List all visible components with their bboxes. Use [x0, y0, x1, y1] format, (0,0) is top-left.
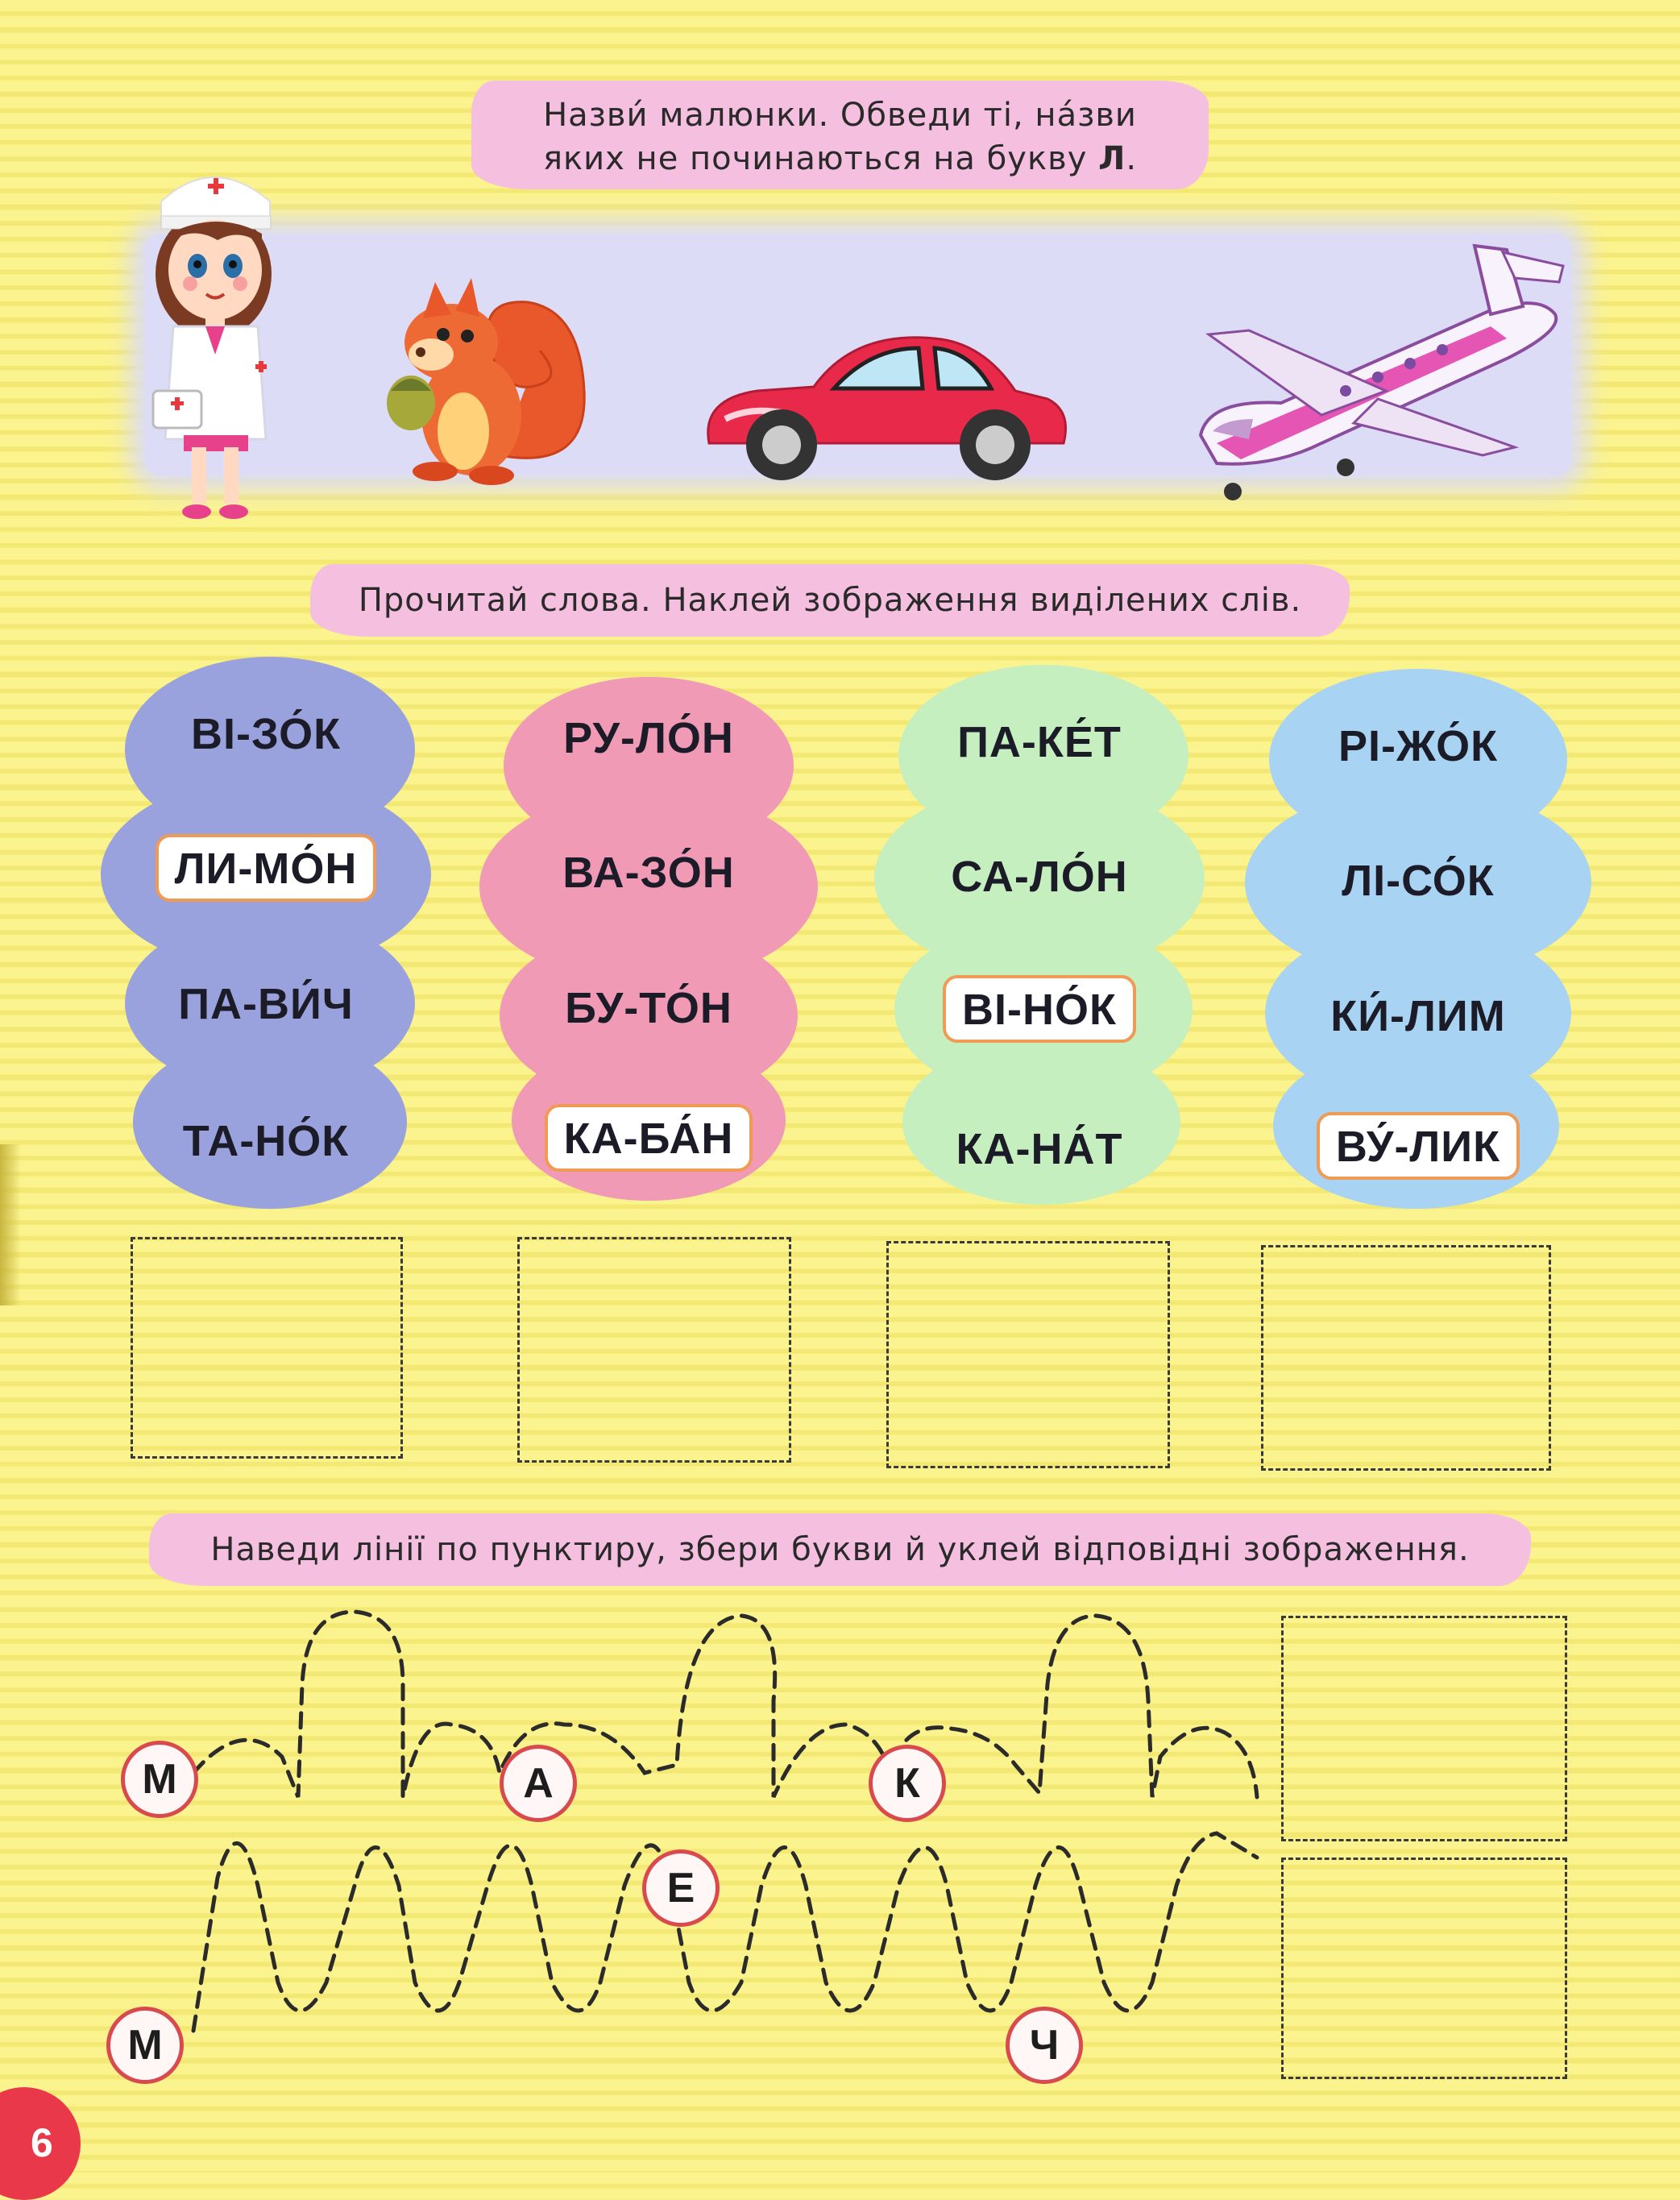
page-number: 6 — [31, 2120, 53, 2165]
page-number-badge — [0, 2087, 81, 2200]
word-buton: БУ-ТО́Н — [565, 984, 732, 1032]
word-tanok: ТА-НО́К — [182, 1117, 350, 1165]
instruction-3-text: Наведи лінії по пунктиру, збери букви й уклей відповідні зображення. — [210, 1531, 1470, 1568]
word-salon: СА-ЛО́Н — [951, 853, 1128, 901]
letter-circle-m-2: М — [106, 2007, 184, 2084]
instruction-banner-3 — [149, 1513, 1531, 1586]
car-picture[interactable] — [693, 322, 1072, 488]
word-cloud-2 — [479, 677, 818, 1201]
airplane-wing-front — [1354, 399, 1515, 455]
word-kanat: КА-НА́Т — [956, 1125, 1123, 1173]
letter-circle-a: А — [500, 1745, 577, 1822]
page-edge-shadow — [0, 1144, 21, 1305]
tracing-paths[interactable] — [0, 1579, 1289, 2079]
airplane-picture[interactable] — [1184, 238, 1579, 504]
letter-circle-ch: Ч — [1006, 2007, 1083, 2084]
word-cloud-4 — [1245, 669, 1591, 1209]
instruction-1-line-1: Назви́ малюнки. Обведи ті, на́зви — [543, 97, 1137, 134]
sticker-box-row-1[interactable] — [1281, 1616, 1567, 1841]
instruction-1-line-2: яких не починаються на букву Л. — [542, 140, 1138, 177]
word-kylym: КИ́-ЛИМ — [1330, 992, 1506, 1040]
sticker-box-3[interactable] — [886, 1241, 1170, 1468]
instruction-2-text: Прочитай слова. Наклей зображення виділених слів. — [358, 582, 1302, 619]
letter-circle-k: К — [869, 1745, 946, 1822]
word-vulyk-highlighted: ВУ́-ЛИК — [1245, 1112, 1591, 1180]
word-rizhok: РІ-ЖО́К — [1338, 722, 1499, 770]
sticker-box-2[interactable] — [517, 1237, 791, 1463]
doctor-girl-picture[interactable] — [137, 153, 290, 528]
word-rulon: РУ-ЛО́Н — [563, 714, 734, 762]
word-cloud-1 — [101, 657, 431, 1209]
word-vazon: ВА-ЗО́Н — [562, 849, 735, 897]
word-lymon-highlighted: ЛИ-МО́Н — [101, 834, 431, 902]
sticker-box-1[interactable] — [131, 1237, 403, 1459]
letter-circle-m-1: М — [121, 1741, 198, 1818]
word-lisok: ЛІ-СО́К — [1342, 857, 1495, 905]
instruction-banner-1 — [471, 81, 1209, 189]
word-cloud-3 — [874, 665, 1205, 1205]
word-vinok-highlighted: ВІ-НО́К — [874, 975, 1205, 1043]
word-kaban-highlighted: КА-БА́Н — [479, 1104, 818, 1172]
sticker-box-4[interactable] — [1261, 1245, 1551, 1471]
letter-circle-e: Е — [642, 1849, 720, 1927]
trace-line-row-1[interactable] — [193, 1612, 1257, 1797]
sticker-box-row-2[interactable] — [1281, 1858, 1567, 2079]
word-pavych: ПА-ВИ́Ч — [178, 980, 354, 1028]
word-vizok: ВІ-ЗО́К — [190, 710, 342, 758]
word-paket: ПА-КЕ́Т — [957, 718, 1122, 766]
squirrel-picture[interactable] — [379, 278, 596, 492]
instruction-banner-2 — [310, 564, 1350, 637]
trace-line-row-2[interactable] — [193, 1833, 1257, 2031]
